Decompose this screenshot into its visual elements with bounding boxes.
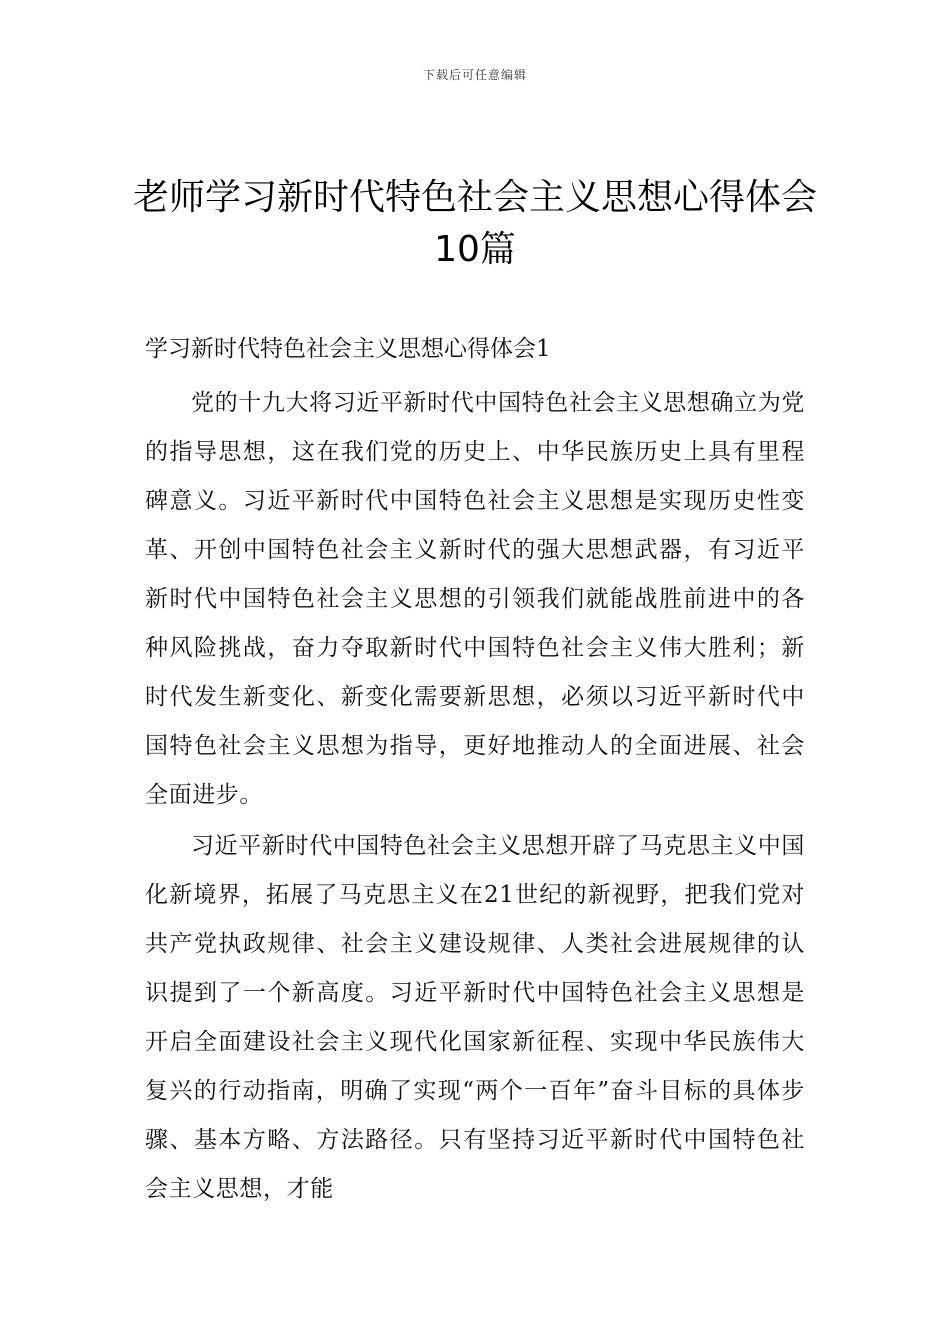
body-paragraph-2: 习近平新时代中国特色社会主义思想开辟了马克思主义中国化新境界，拓展了马克思主义在21世纪的新视野，把我们党对共产党执政规律、社会主义建设规律、人类社会进展规律的认识提到了一个新高度。习近平新时代中国特色社会主义思想是开启全面建设社会主义现代化国家新征程、实现中华民族伟大复兴的行动指南，明确了实现“两个一百年”奋斗目标的具体步骤、基本方略、方法路径。只有坚持习近平新时代中国特色社会主义思想，才能 — [145, 833, 805, 1202]
document-title: 老师学习新时代特色社会主义思想心得体会10篇 — [132, 177, 817, 270]
header-note: 下载后可任意编辑 — [422, 68, 527, 82]
body-paragraph-1: 党的十九大将习近平新时代中国特色社会主义思想确立为党的指导思想，这在我们党的历史上、中华民族历史上具有里程碑意义。习近平新时代中国特色社会主义思想是实现历史性变革、开创中国特色社会主义新时代的强大思想武器，有习近平新时代中国特色社会主义思想的引领我们就能战胜前进中的各种风险挑战，奋力夺取新时代中国特色社会主义伟大胜利；新时代发生新变化、新变化需要新思想，必须以习近平新时代中国特色社会主义思想为指导，更好地推动人的全面进展、社会全面进步。 — [145, 390, 805, 808]
section-heading: 学习新时代特色社会主义思想心得体会1 — [145, 336, 551, 362]
